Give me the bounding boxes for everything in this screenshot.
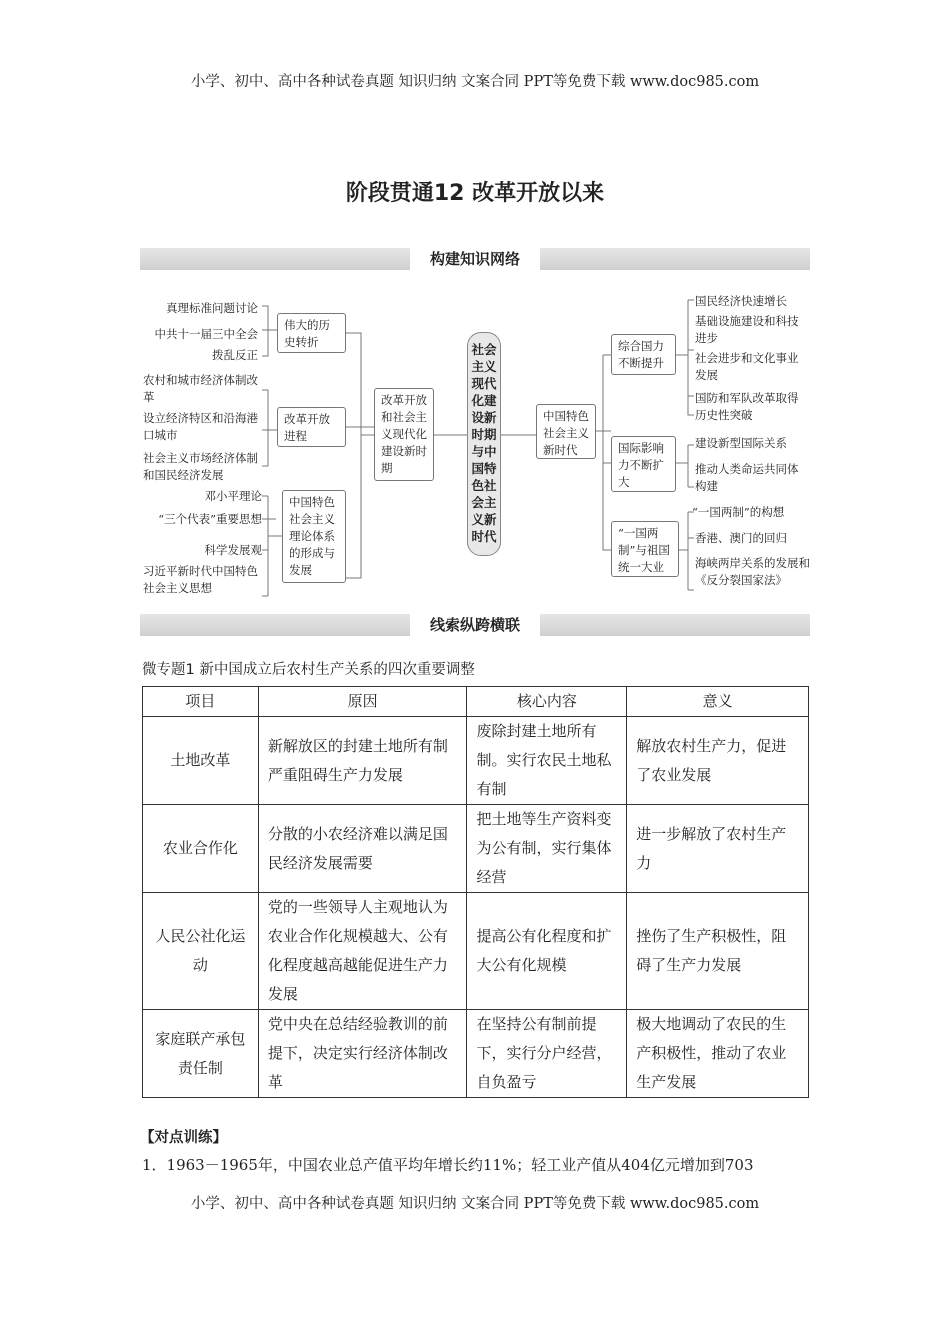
cell: 人民公社化运动: [143, 893, 259, 1010]
cell: 分散的小农经济难以满足国民经济发展需要: [258, 805, 467, 893]
cell: 解放农村生产力，促进了农业发展: [627, 717, 809, 805]
table-row: [143, 1010, 809, 1098]
leaf-item: “三个代表”重要思想: [158, 512, 262, 526]
leaf-item: 国民经济快速增长: [695, 294, 787, 308]
leaf-item: 海峡两岸关系的发展和《反分裂国家法》: [695, 556, 810, 587]
leaf-item: 社会主义市场经济体制和国民经济发展: [143, 451, 258, 482]
cell: 党的一些领导人主观地认为农业合作化规模越大、公有化程度越高越能促进生产力发展: [258, 893, 467, 1010]
node-box: “一国两制”与祖国统一大业: [611, 521, 679, 577]
subtopic-title: 微专题1 新中国成立后农村生产关系的四次重要调整: [142, 662, 475, 678]
cell: 新解放区的封建土地所有制严重阻碍生产力发展: [258, 717, 467, 805]
cell: 土地改革: [143, 717, 259, 805]
page-footer: 小学、初中、高中各种试卷真题 知识归纳 文案合同 PPT等免费下载 www.doc985.com: [190, 1196, 760, 1212]
leaf-item: 习近平新时代中国特色社会主义思想: [143, 564, 258, 595]
leaf-item: 社会进步和文化事业发展: [695, 351, 799, 382]
adjustment-table: [142, 686, 809, 1098]
question-text: 1．1963－1965年，中国农业总产值平均年增长约11%；轻工业产值从404亿元增加到703: [142, 1156, 754, 1174]
node-box: 改革开放进程: [277, 407, 346, 447]
cell: 进一步解放了农村生产力: [627, 805, 809, 893]
central-node: 社会主义现代化建设新时期与中国特色社会主义新时代: [467, 332, 501, 556]
cell: 极大地调动了农民的生产积极性，推动了农业生产发展: [627, 1010, 809, 1098]
table-row: [143, 805, 809, 893]
header-cell: 意义: [627, 687, 809, 717]
cell: 家庭联产承包责任制: [143, 1010, 259, 1098]
leaf-item: 拨乱反正: [212, 348, 258, 362]
node-box: 国际影响力不断扩大: [611, 436, 676, 492]
table-header-row: [143, 687, 809, 717]
node-box: 综合国力不断提升: [611, 334, 676, 375]
node-box: 中国特色社会主义理论体系的形成与发展: [282, 490, 346, 583]
cell: 废除封建土地所有制。实行农民土地私有制: [467, 717, 627, 805]
node-box: 伟大的历史转折: [277, 313, 346, 353]
section-band-label: 构建知识网络: [410, 247, 540, 271]
table-row: [143, 717, 809, 805]
page-header: 小学、初中、高中各种试卷真题 知识归纳 文案合同 PPT等免费下载 www.doc985.com: [190, 74, 760, 90]
header-cell: 项目: [143, 687, 259, 717]
section-band-label: 线索纵跨横联: [410, 613, 540, 637]
leaf-item: 邓小平理论: [204, 489, 262, 503]
cell: 提高公有化程度和扩大公有化规模: [467, 893, 627, 1010]
section-heading: 【对点训练】: [140, 1130, 227, 1146]
cell: 在坚持公有制前提下，实行分户经营，自负盈亏: [467, 1010, 627, 1098]
header-cell: 原因: [258, 687, 467, 717]
section-band: [140, 614, 810, 636]
cell: 党中央在总结经验教训的前提下，决定实行经济体制改革: [258, 1010, 467, 1098]
cell: 挫伤了生产积极性，阻碍了生产力发展: [627, 893, 809, 1010]
header-cell: 核心内容: [467, 687, 627, 717]
leaf-item: 科学发展观: [204, 543, 262, 557]
leaf-item: 香港、澳门的回归: [695, 531, 787, 545]
leaf-item: 中共十一届三中全会: [154, 327, 258, 341]
leaf-item: 国防和军队改革取得历史性突破: [695, 391, 799, 422]
node-box-main-left: 改革开放和社会主义现代化建设新时期: [374, 388, 434, 481]
leaf-item: “一国两制”的构想: [692, 505, 785, 519]
leaf-item: 设立经济特区和沿海港口城市: [143, 411, 258, 442]
leaf-item: 真理标准问题讨论: [166, 301, 258, 315]
leaf-item: 建设新型国际关系: [695, 436, 787, 450]
cell: 把土地等生产资料变为公有制，实行集体经营: [467, 805, 627, 893]
leaf-item: 农村和城市经济体制改革: [143, 373, 258, 404]
leaf-item: 推动人类命运共同体构建: [695, 462, 799, 493]
cell: 农业合作化: [143, 805, 259, 893]
page-title: 阶段贯通12 改革开放以来: [345, 181, 605, 206]
leaf-item: 基础设施建设和科技进步: [695, 314, 799, 345]
node-box-main-right: 中国特色社会主义新时代: [536, 404, 596, 459]
table-row: [143, 893, 809, 1010]
